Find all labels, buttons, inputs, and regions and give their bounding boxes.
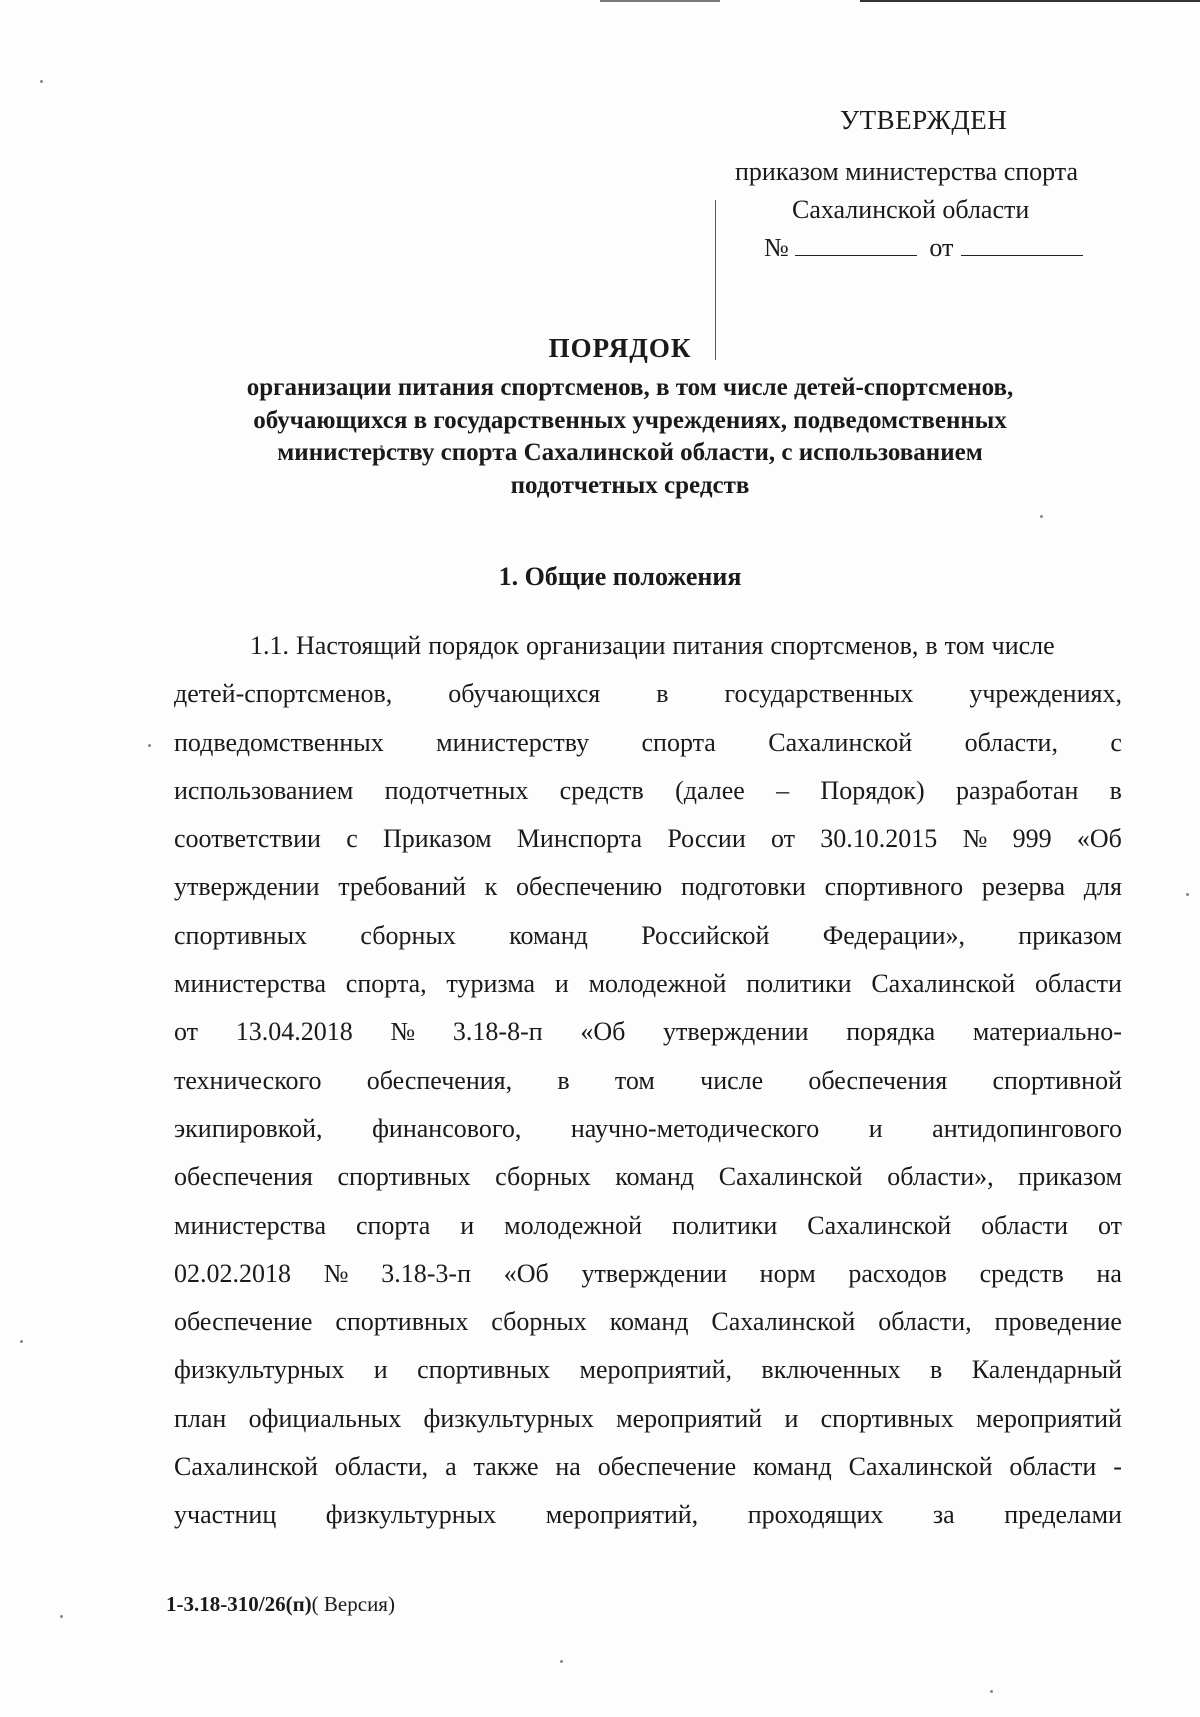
body-word: требований [338,872,466,902]
body-word: – [776,775,790,805]
scan-speck [1186,893,1189,896]
document-subtitle [190,372,1070,502]
body-word: спортсменов, [770,631,919,660]
body-word: технического [174,1065,322,1095]
scan-speck [560,1660,563,1663]
body-word: обеспечения, [366,1065,513,1095]
body-word: № [323,1258,349,1288]
body-word: Приказом [383,824,492,854]
body-word: на [555,1452,581,1482]
subtitle-line: подотчетных средств [510,471,750,499]
body-word: от [174,1017,199,1047]
body-word: в [1109,775,1122,805]
subtitle-line: организации питания спортсменов, в том числе детей-спортсменов, [246,374,1014,401]
body-word: к [484,872,498,902]
body-word: и [784,1403,799,1433]
body-word: области, [334,1452,429,1482]
body-word: том [944,631,985,660]
body-word: также [473,1452,539,1482]
body-word: 1.1. [250,631,289,660]
body-word: спортивного [824,872,964,902]
body-word: команд [509,920,588,950]
body-word: «Об [580,1017,626,1047]
body-word: детей-спортсменов, [174,679,393,709]
body-word: спорта [355,1210,431,1240]
body-word: резерва [981,872,1066,902]
body-word: области [1009,1452,1097,1482]
body-line [174,1008,1122,1056]
body-word: Российской [641,920,770,950]
order-number-row [764,228,1083,268]
body-word: организации [525,631,666,660]
body-line [174,767,1122,815]
body-line [174,1491,1122,1539]
scan-speck [990,1690,993,1693]
date-blank-field [961,229,1083,256]
body-line [174,960,1122,1008]
number-blank-field [795,229,917,256]
body-word: Сахалинской [718,1162,863,1192]
body-word: мероприятий [975,1403,1122,1433]
subtitle-line: обучающихся в государственных учреждениях, подведомственных [253,406,1007,434]
body-word: спортивных [417,1355,551,1385]
body-word: молодежной [588,969,727,999]
body-word: питания [672,631,764,660]
body-word: и [554,969,569,999]
body-word: - [1113,1452,1122,1482]
body-word: команд [609,1307,689,1337]
document-title: ПОРЯДОК [548,333,692,363]
body-word: на [1096,1258,1122,1288]
body-word: Календарный [971,1355,1122,1385]
body-line [174,912,1122,960]
approved-by-order: приказом министерства спорта [735,157,1079,186]
body-word: пределами [1004,1500,1122,1530]
body-word: Сахалинской [174,1452,318,1482]
body-word: приказом [1018,1162,1122,1192]
scan-speck [20,1340,23,1343]
body-word: Федерации», [822,920,965,950]
body-word: в [925,631,938,660]
body-line [174,1250,1122,1298]
body-word: обеспечения [808,1065,948,1095]
body-word: мероприятий, [579,1355,733,1385]
body-word: от [771,824,796,854]
body-word: обеспечение [597,1452,737,1482]
body-word: спортивных [335,1307,469,1337]
body-word: средств [979,1258,1064,1288]
body-word: экипировкой, [174,1113,323,1143]
body-word: политики [672,1210,778,1240]
body-word: Порядок) [820,775,925,805]
body-word: спорта [641,727,716,757]
body-word: план [174,1403,227,1433]
body-word: № [962,824,988,854]
body-word: учреждениях, [969,679,1122,709]
body-word: проходящих [747,1500,884,1530]
body-word: порядок [428,631,519,660]
body-word: физкультурных [423,1403,594,1433]
body-word: 13.04.2018 [235,1017,353,1047]
body-word: молодежной [504,1210,643,1240]
body-word: спорта, [345,969,427,999]
body-word: команд [615,1162,695,1192]
body-word: антидопингового [932,1113,1122,1143]
body-word: Сахалинской [711,1307,856,1337]
body-line [174,1443,1122,1491]
body-word: государственных [724,679,914,709]
body-word: включенных [761,1355,901,1385]
body-word: за [932,1500,955,1530]
body-paragraph [174,622,1122,1540]
body-word: подведомственных [174,727,384,757]
body-word: средств [559,775,644,805]
body-word: туризма [446,969,536,999]
body-word: 02.02.2018 [174,1258,291,1288]
body-line [174,863,1122,911]
scan-edge-line [860,0,1200,2]
scan-speck [60,1615,63,1618]
body-word: физкультурных [174,1355,345,1385]
body-word: от [1097,1210,1122,1240]
date-label: от [929,233,954,262]
body-word: утверждении [174,872,320,902]
body-word: № [390,1017,416,1047]
body-word: приказом [1018,920,1122,950]
number-label: № [764,233,789,262]
scan-speck [1040,515,1043,518]
body-word: а [445,1452,457,1482]
body-word: порядка [846,1017,936,1047]
body-word: участниц [174,1500,277,1530]
body-word: обучающихся [448,679,601,709]
body-word: области», [887,1162,994,1192]
body-word: политики [746,969,852,999]
body-word: России [667,824,746,854]
body-word: использованием [174,775,354,805]
body-word: том [614,1065,655,1095]
body-line [174,1202,1122,1250]
body-word: Сахалинской [871,969,1016,999]
body-word: Сахалинской [768,727,913,757]
body-line [174,670,1122,718]
body-word: Сахалинской [807,1210,952,1240]
body-word: в [930,1355,943,1385]
body-line [174,1395,1122,1443]
body-word: физкультурных [325,1500,497,1530]
body-word: утверждении [663,1017,809,1047]
body-word: спортивных [337,1162,471,1192]
body-word: спортивных [820,1403,954,1433]
body-word: области, [964,727,1058,757]
body-word: и [373,1355,388,1385]
body-word: «Об [503,1258,549,1288]
scan-speck [40,80,43,83]
body-word: Минспорта [516,824,643,854]
approved-stamp-title: УТВЕРЖДЕН [840,105,1008,135]
body-word: области [1035,969,1122,999]
body-word: подготовки [680,872,806,902]
body-word: обеспечение [174,1307,313,1337]
body-word: 999 [1012,824,1052,854]
subtitle-line: министерству спорта Сахалинской области, с использованием [277,439,983,466]
body-word: спортивной [992,1065,1122,1095]
body-line [174,1105,1122,1153]
body-word: области [981,1210,1069,1240]
body-word: сборных [491,1307,587,1337]
body-word: материально- [972,1017,1122,1047]
body-line [174,815,1122,863]
body-word: области, [878,1307,972,1337]
body-word: соответствии [174,824,321,854]
body-word: норм [759,1258,816,1288]
body-word: сборных [495,1162,591,1192]
body-word: научно-методического [570,1113,820,1143]
section-heading: 1. Общие положения [498,562,742,591]
body-word: расходов [848,1258,947,1288]
body-word: 3.18-3-п [381,1258,471,1288]
scan-speck [148,744,151,747]
body-word: мероприятий, [545,1500,699,1530]
body-word: команд [753,1452,832,1482]
body-word: Настоящий [296,631,422,660]
body-word: подотчетных [384,775,529,805]
scan-edge-line [600,0,720,2]
body-line [174,1057,1122,1105]
body-word: числе [991,631,1055,660]
body-word: для [1083,872,1122,902]
body-line [174,1153,1122,1201]
body-word: министерства [174,969,327,999]
body-word: (далее [675,775,745,805]
body-word: разработан [955,775,1079,805]
body-word: министерству [436,727,590,757]
body-word: в [557,1065,570,1095]
document-footer [166,1592,395,1617]
body-word: числе [700,1065,764,1095]
body-line [174,1346,1122,1394]
body-word: официальных [248,1403,402,1433]
body-word: финансового, [372,1113,522,1143]
body-word: сборных [360,920,456,950]
body-word: мероприятий [616,1403,763,1433]
body-word: Сахалинской [848,1452,993,1482]
body-word: «Об [1076,824,1122,854]
body-word: спортивных [174,920,308,950]
body-line [174,622,1122,670]
body-word: обеспечению [515,872,663,902]
body-word: обеспечения [174,1162,313,1192]
document-version: ( Версия) [311,1592,395,1616]
body-word: 3.18-8-п [452,1017,543,1047]
body-word: министерства [174,1210,327,1240]
body-word: с [1110,727,1122,757]
body-word: утверждении [581,1258,727,1288]
body-word: и [460,1210,475,1240]
body-word: и [868,1113,883,1143]
body-word: проведение [994,1307,1122,1337]
body-word: в [656,679,669,709]
approval-region: Сахалинской области [792,195,1030,224]
body-line [174,1298,1122,1346]
body-word: с [346,824,358,854]
body-word: 30.10.2015 [820,824,938,854]
body-line [174,719,1122,767]
document-code: 1-3.18-310/26(п) [166,1592,312,1616]
